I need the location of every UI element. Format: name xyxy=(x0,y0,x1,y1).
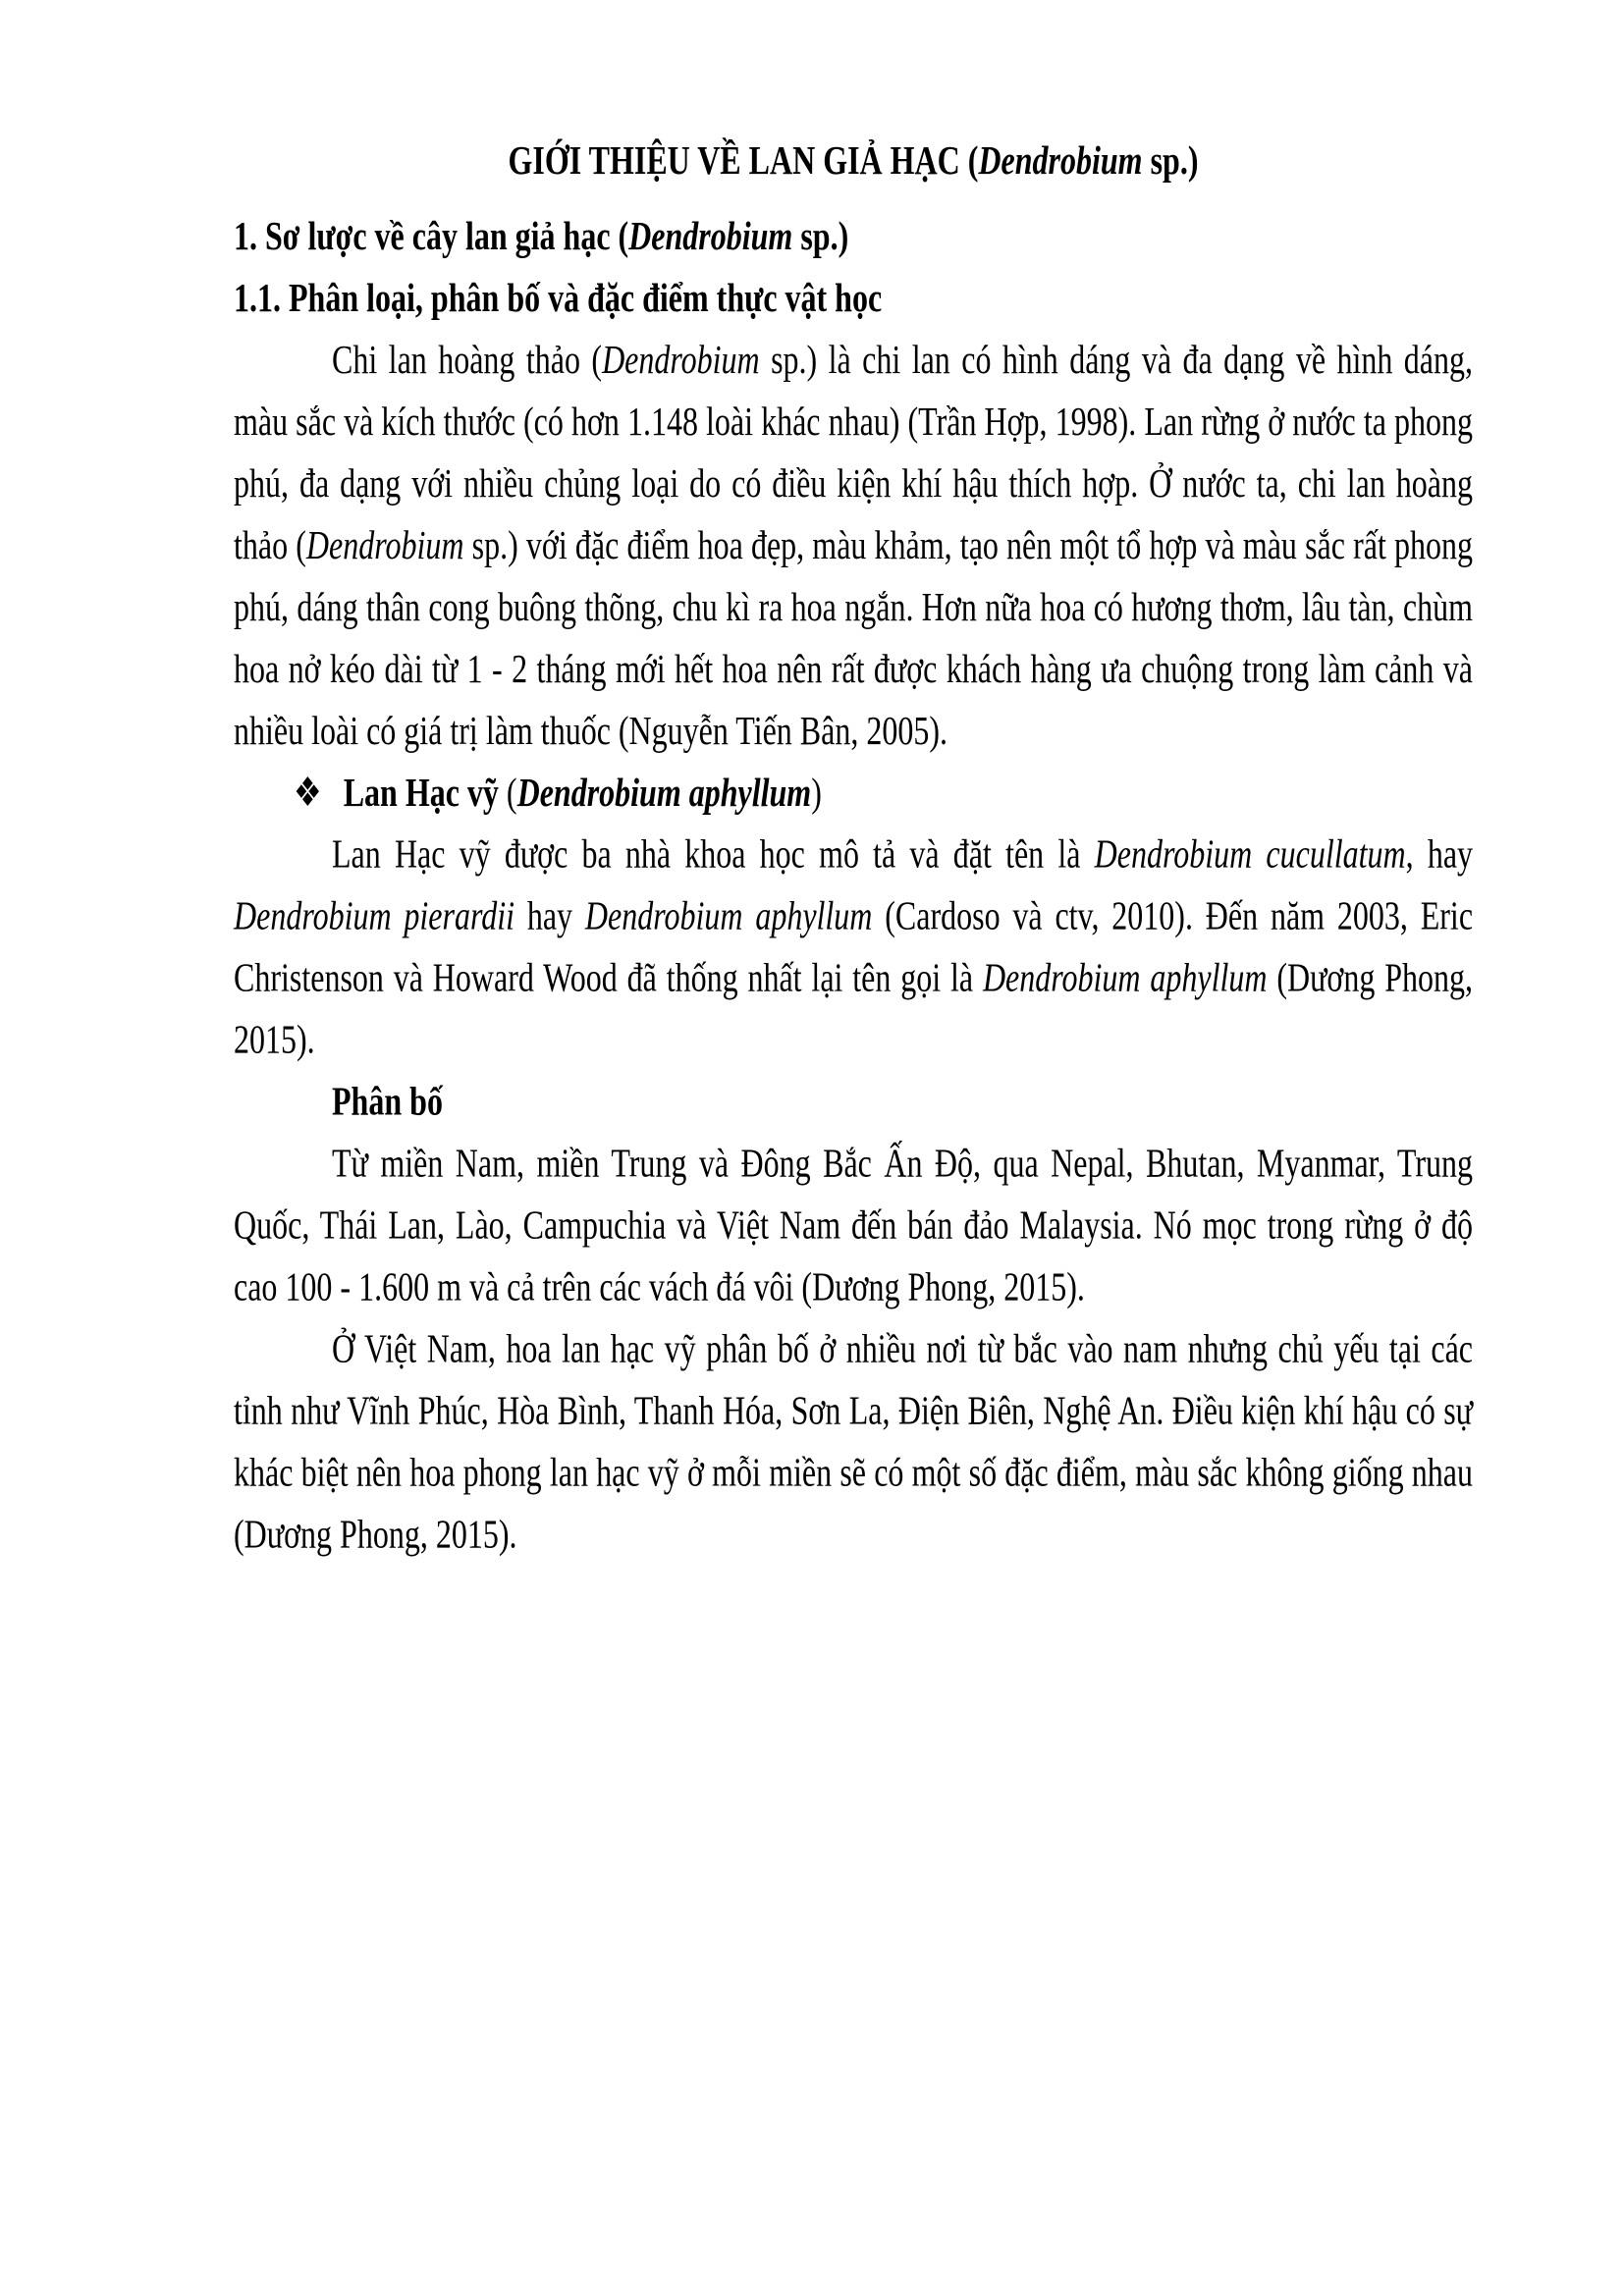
subheading-phan-bo xyxy=(234,1071,1473,1133)
text-run: Dendrobium aphyllum xyxy=(584,892,873,938)
text-run: sp.) với đặc điểm hoa đẹp, màu khảm, tạo nên một tổ hợp và màu sắc rất phong phú, dáng thân cong buông thõng, chu kì ra hoa ngắn. Hơn nữa hoa có hương thơm, lâu tàn, chùm hoa nở kéo dài từ 1 - 2 tháng mới hết hoa nên rất được khách hàng ưa chuộng trong làm cảnh và nhiều loài có giá trị làm thuốc (Nguyễn Tiến Bân, 2005). xyxy=(234,521,1481,753)
diamond-bullet-icon: ❖ xyxy=(294,769,322,815)
paragraph-overview xyxy=(234,329,1482,762)
text-run: Dendrobium pierardii xyxy=(234,892,515,938)
text-run: sp.) xyxy=(1142,136,1199,183)
paragraph-naming xyxy=(234,824,1482,1071)
text-run: Dendrobium xyxy=(305,521,464,567)
heading-1-1 xyxy=(234,267,1473,329)
text-run: Lan Hạc vỹ được ba nhà khoa học mô tả và đặt tên là xyxy=(332,830,1095,877)
text-run: Dendrobium cucullatum xyxy=(1094,830,1406,877)
text-run: ) xyxy=(811,769,822,815)
document-content xyxy=(234,130,1482,1565)
text-run: Dendrobium xyxy=(978,136,1143,183)
paragraph-vietnam xyxy=(234,1317,1481,1565)
text-run: Dendrobium xyxy=(628,212,793,259)
text-run: Ở Việt Nam, hoa lan hạc vỹ phân bố ở nhiều nơi từ bắc vào nam nhưng chủ yếu tại các tỉnh như Vĩnh Phúc, Hòa Bình, Thanh Hóa, Sơn La, Điện Biên, Nghệ An. Điều kiện khí hậu có sự khác biệt nên hoa phong lan hạc vỹ ở mỗi miền sẽ có một số đặc điểm, màu sắc không giống nhau (Dương Phong, 2015). xyxy=(234,1325,1481,1557)
text-run: , hay xyxy=(1405,830,1482,877)
text-run: (Dương Phong, 2015). xyxy=(234,954,1482,1062)
text-run: Phân bố xyxy=(332,1078,443,1124)
text-run: hay xyxy=(514,892,585,938)
text-run: Dendrobium aphyllum xyxy=(982,954,1268,1000)
heading-1 xyxy=(234,205,1473,267)
text-run: Dendrobium xyxy=(602,336,760,382)
page-title xyxy=(234,130,1473,191)
text-run: Chi lan hoàng thảo ( xyxy=(332,336,603,382)
text-run: sp.) là chi lan có hình dáng và đa dạng về hình dáng, màu sắc và kích thước (có hơn 1.148 loài khác nhau) (Trần Hợp, 1998). Lan rừng ở nước ta phong phú, đa dạng với nhiều chủng loại do có điều kiện khí hậu thích hợp. Ở nước ta, chi lan hoàng thảo ( xyxy=(234,336,1482,567)
text-run: sp.) xyxy=(792,212,849,259)
text-run: 1.1. Phân loại, phân bố và đặc điểm thực vật học xyxy=(234,274,883,321)
text-run: ( xyxy=(506,769,517,815)
bullet-item-lan-hac-vy xyxy=(234,762,1473,824)
text-run: Lan Hạc vỹ xyxy=(343,769,507,815)
text-run: GIỚI THIỆU VỀ LAN GIẢ HẠC ( xyxy=(508,136,979,183)
text-run: 1. Sơ lược về cây lan giả hạc ( xyxy=(234,212,629,259)
text-run: Từ miền Nam, miền Trung và Đông Bắc Ấn Độ, qua Nepal, Bhutan, Myanmar, Trung Quốc, Thái Lan, Lào, Campuchia và Việt Nam đến bán đảo Malaysia. Nó mọc trong rừng ở độ cao 100 - 1.600 m và cả trên các vách đá vôi (Dương Phong, 2015). xyxy=(234,1140,1481,1309)
paragraph-distribution xyxy=(234,1133,1481,1318)
text-run: Dendrobium aphyllum xyxy=(516,769,812,815)
text-run: (Cardoso và ctv, 2010). Đến năm 2003, Eric Christenson và Howard Wood đã thống nhất lại tên gọi là xyxy=(234,892,1482,1000)
